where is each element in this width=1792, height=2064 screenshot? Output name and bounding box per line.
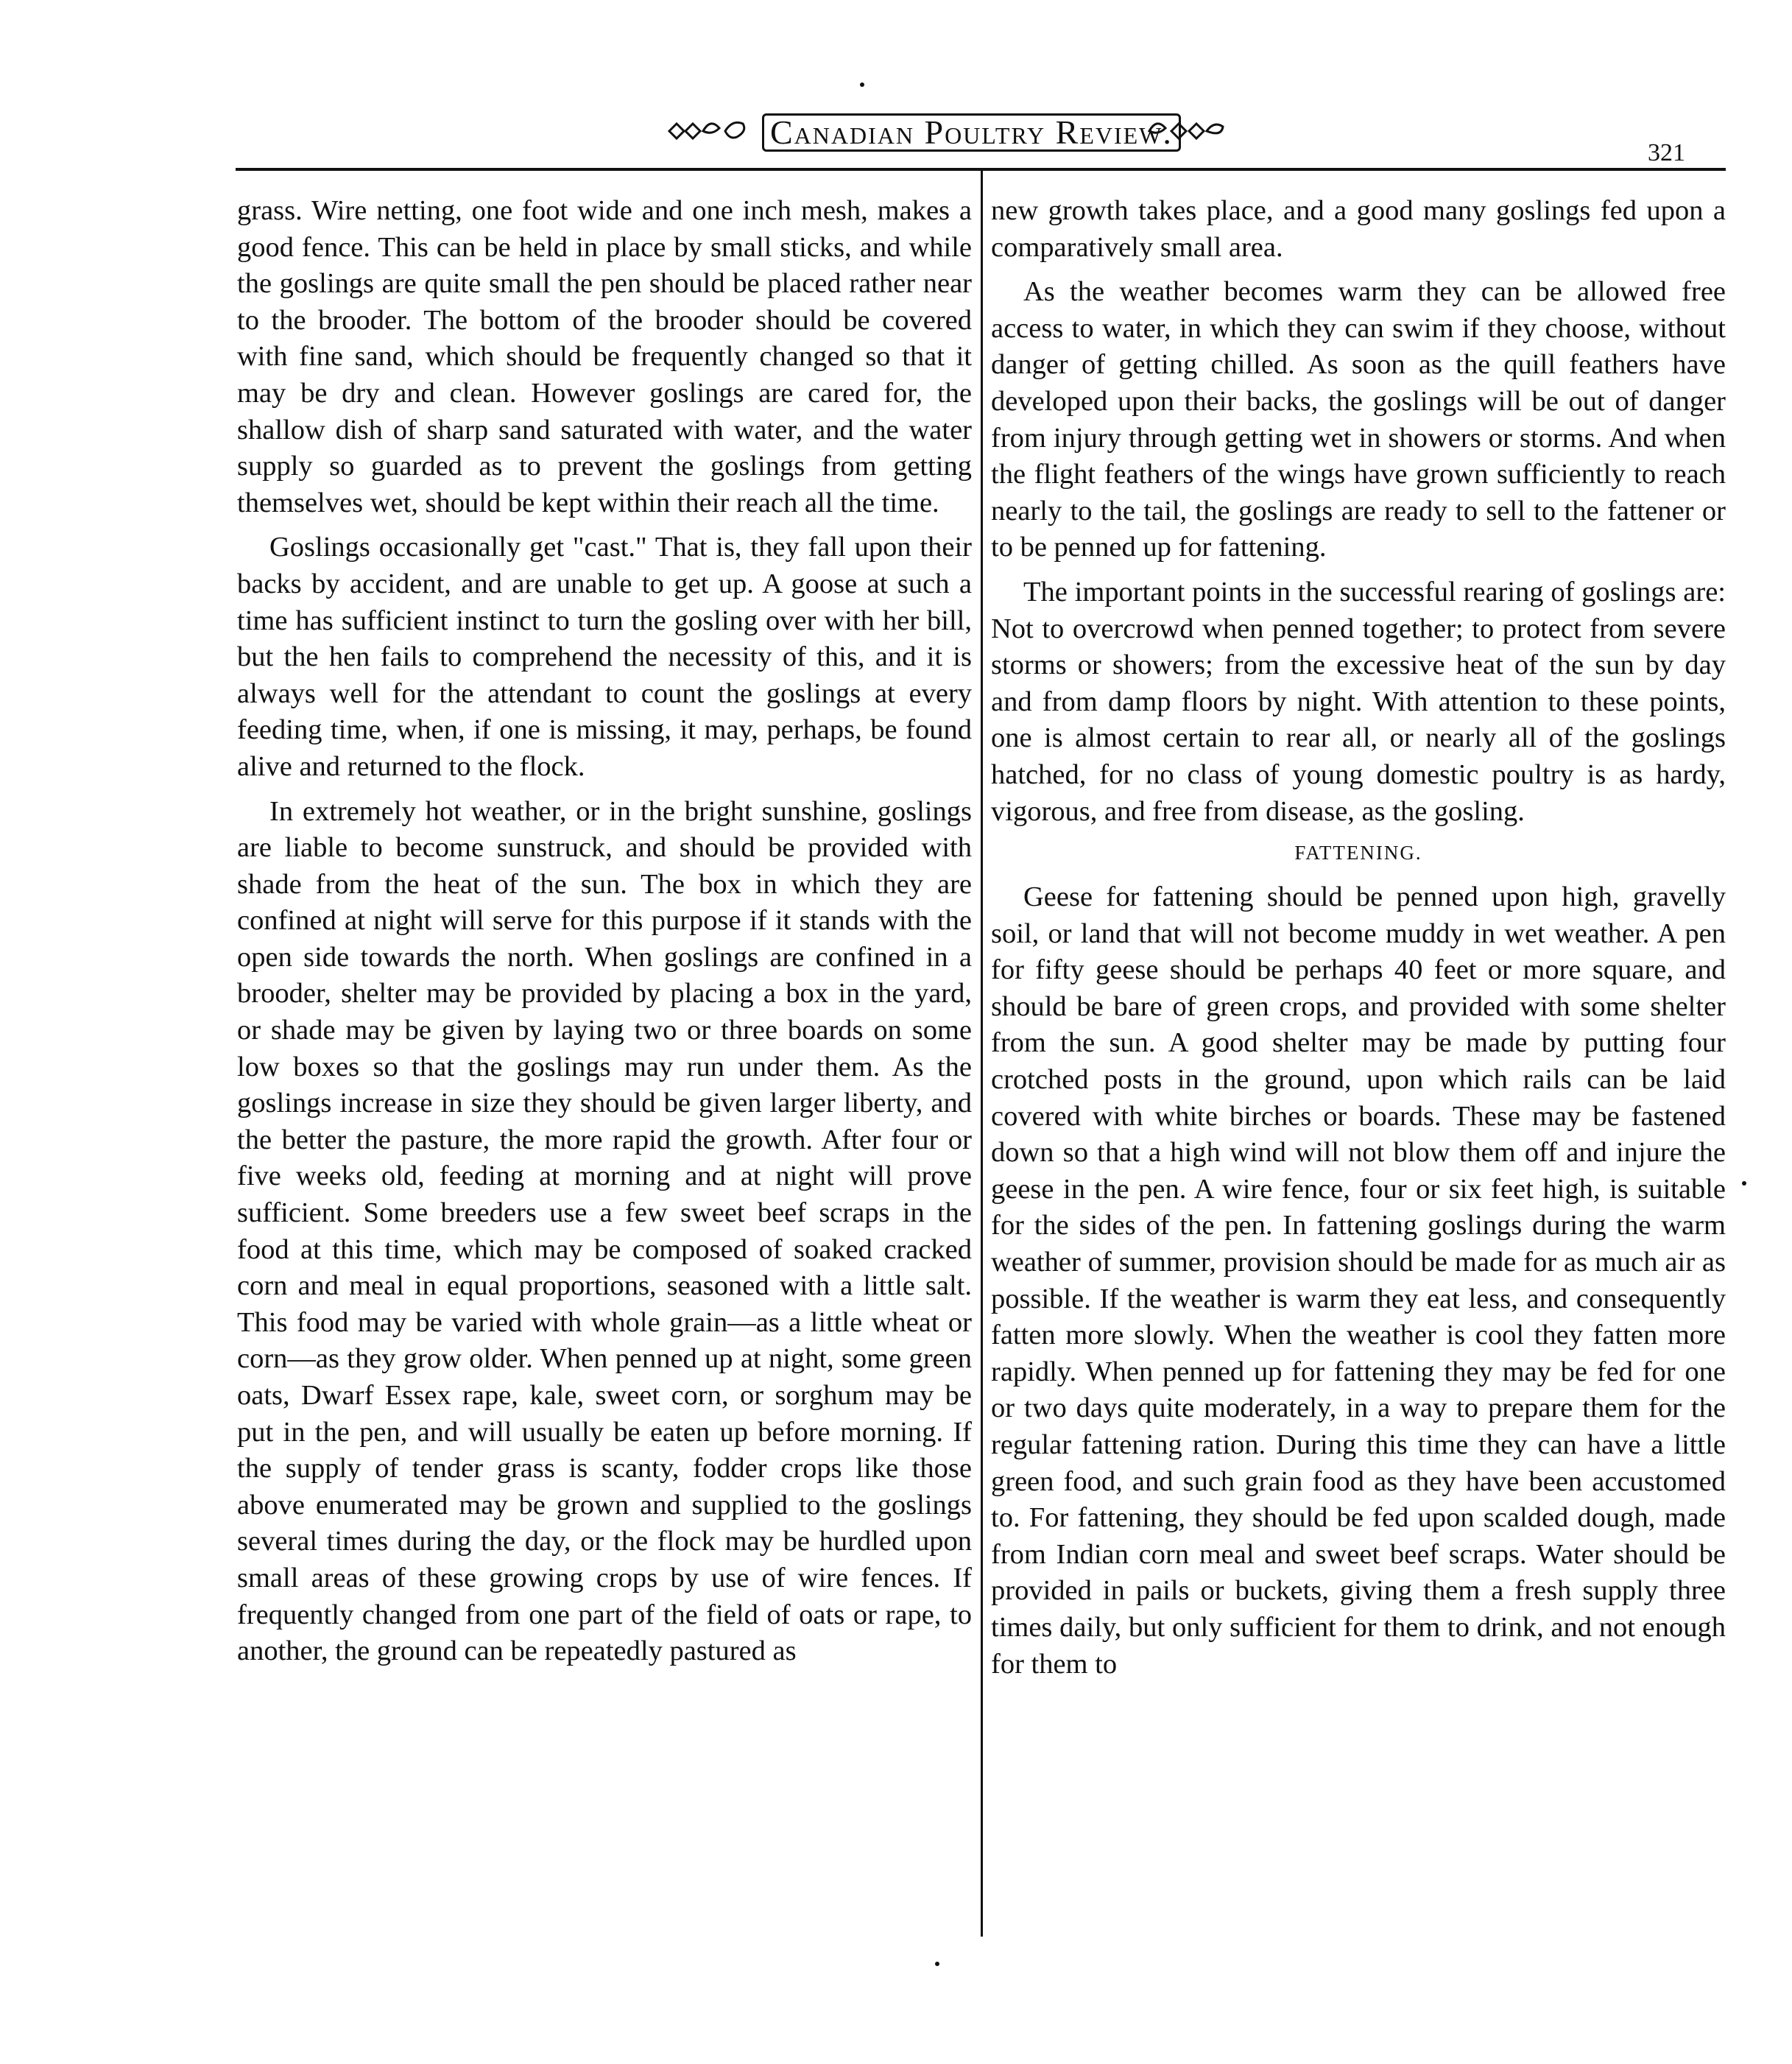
page-header	[0, 103, 1792, 166]
page-number: 321	[1648, 139, 1685, 166]
bottom-speck	[935, 1962, 939, 1966]
column-divider	[981, 171, 983, 1937]
paragraph: grass. Wire netting, one foot wide and one inch mesh, makes a good fence. This can be held in place by small sticks, and while the goslings are quite small the pen should be placed rather near to the brooder. The bottom of the brooder should be covered with fine sand, which should be frequently changed so that it may be dry and clean. However goslings are cared for, the shallow dish of sharp sand saturated with water, and the water supply so guarded as to prevent the goslings from getting themselves wet, should be kept within their reach all the time.	[237, 195, 972, 518]
right-column	[991, 193, 1726, 1691]
paragraph: Geese for fattening should be penned upon high, gravelly soil, or land that will not become muddy in wet weather. A pen for fifty geese should be perhaps 40 feet or more square, and should be bare of green crops, and provided with some shelter from the sun. A good shelter may be made by putting four crotched posts in the ground, upon which rails can be laid covered with white birches or boards. These may be fastened down so that a high wind will not blow them off and injure the geese in the pen. A wire fence, four or six feet high, is suitable for the sides of the pen. In fattening goslings during the warm weather of summer, provision should be made for as much air as possible. If the weather is warm they eat less, and consequently fatten more slowly. When the weather is cool they fatten more rapidly. When penned up for fattening they may be fed for one or two days quite moderately, in a way to prepare them for the regular fattening ration. During this time they can have a little green food, and such grain food as they have been accustomed to. For fattening, they should be fed upon scalded dough, made from Indian corn meal and sweet beef scraps. Water should be provided in pails or buckets, giving them a fresh supply three times daily, but only sufficient for them to drink, and not enough for them to	[991, 881, 1726, 1680]
paragraph: new growth takes place, and a good many goslings fed upon a comparatively small area.	[991, 195, 1726, 263]
ornament-left-icon	[666, 116, 755, 146]
ornament-right-icon	[1137, 116, 1226, 146]
left-column	[237, 193, 972, 1678]
right-margin-speck	[1742, 1181, 1746, 1186]
top-speck	[860, 82, 864, 87]
paragraph: The important points in the successful rearing of goslings are: Not to overcrowd when penned together; to protect from severe storms or showers; from the excessive heat of the sun by day and from damp floors by night. With attention to these points, one is almost certain to rear all, or nearly all of the goslings hatched, for no class of young domestic poultry is as hardy, vigorous, and free from disease, as the gosling.	[991, 576, 1726, 827]
section-heading: FATTENING.	[1294, 842, 1422, 864]
masthead	[666, 103, 1226, 162]
masthead-title: Canadian Poultry Review.	[762, 110, 1130, 155]
paragraph: In extremely hot weather, or in the bright sunshine, goslings are liable to become sunstruck, and should be provided with shade from the heat of the sun. The box in which they are confined at night will serve for this purpose if it stands with the open side towards the north. When goslings are confined in a brooder, shelter may be provided by placing a box in the yard, or shade may be given by laying two or three boards on some low boxes so that the goslings may run under them. As the goslings increase in size they should be given larger liberty, and the better the pasture, the more rapid the growth. After four or five weeks old, feeding at morning and at night will prove sufficient. Some breeders use a few sweet beef scraps in the food at this time, which may be composed of soaked cracked corn and meal in equal proportions, seasoned with a little salt. This food may be varied with whole grain—as a little wheat or corn—as they grow older. When penned up at night, some green oats, Dwarf Essex rape, kale, sweet corn, or sorghum may be put in the pen, and will usually be eaten up before morning. If the supply of tender grass is scanty, fodder crops like those above enumerated may be grown and supplied to the goslings several times during the day, or the flock may be hurdled upon small areas of these growing crops by use of wire fences. If frequently changed from one part of the field of oats or rape, to another, the ground can be repeatedly pastured as	[237, 795, 972, 1667]
paragraph: As the weather becomes warm they can be allowed free access to water, in which they can swim if they choose, without danger of getting chilled. As soon as the quill feathers have developed upon their backs, the goslings will be out of danger from injury through getting wet in showers or storms. And when the flight feathers of the wings have grown sufficiently to reach nearly to the tail, the goslings are ready to sell to the fattener or to be penned up for fattening.	[991, 276, 1726, 563]
paragraph: Goslings occasionally get "cast." That is, they fall upon their backs by accident, and are unable to get up. A goose at such a time has sufficient instinct to turn the gosling over with her bill, but the hen fails to comprehend the necessity of this, and it is always well for the attendant to count the goslings at every feeding time, when, if one is missing, it may, perhaps, be found alive and returned to the flock.	[237, 532, 972, 782]
